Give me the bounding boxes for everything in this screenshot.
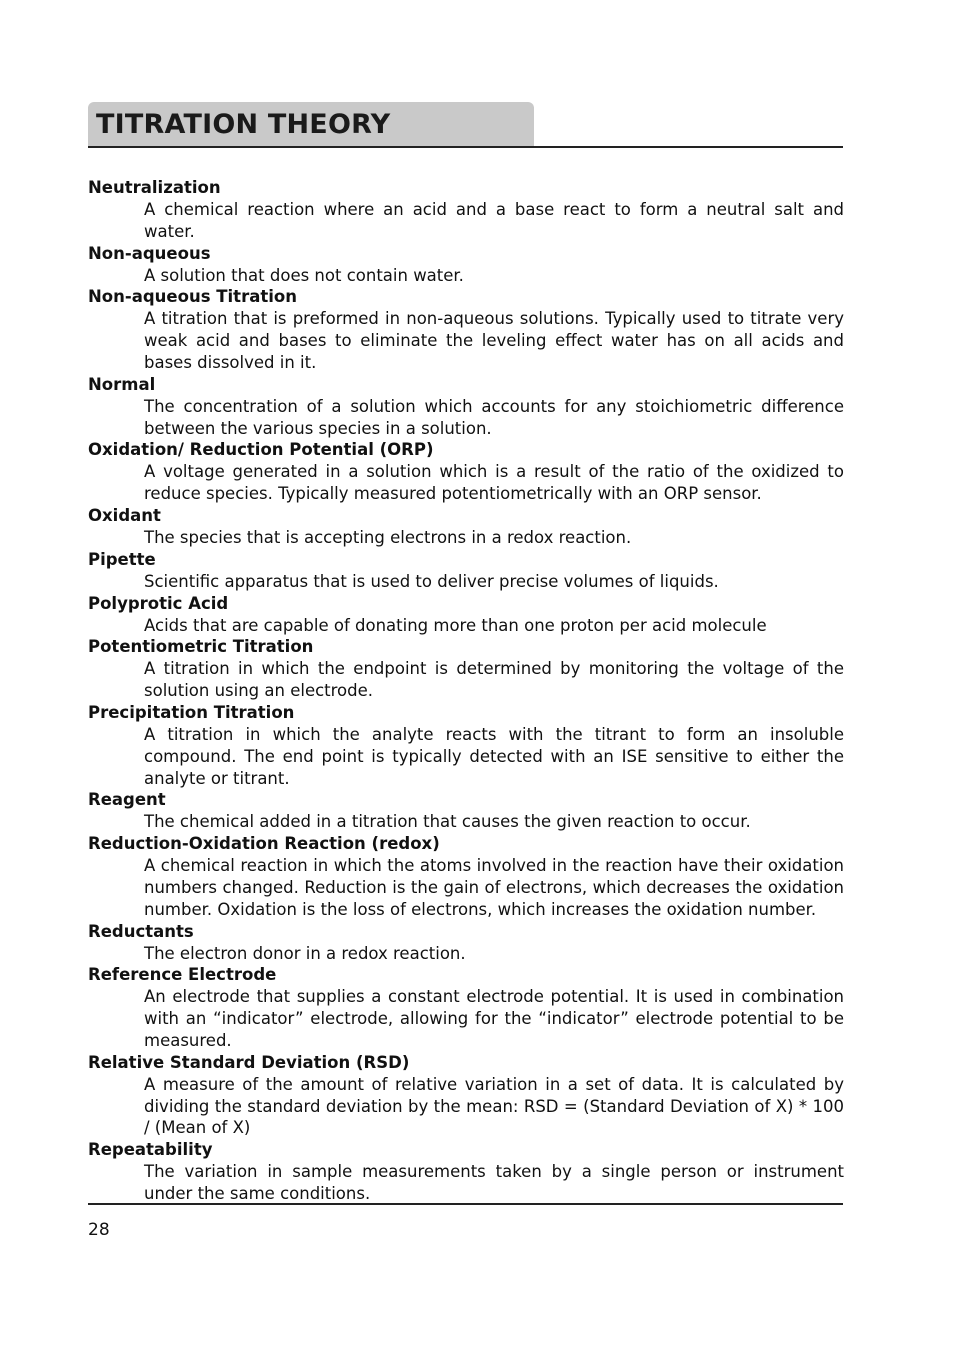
glossary-entry-repeatability [88,1139,844,1205]
glossary-entry-reductants [88,921,844,965]
glossary-term: Normal [88,374,156,394]
glossary-entry-orp [88,439,844,505]
glossary-entry-precipitation-titration [88,702,844,789]
glossary-term: Polyprotic Acid [88,593,229,613]
glossary-definition: The electron donor in a redox reaction. [144,943,466,963]
glossary-term: Neutralization [88,178,221,197]
header-divider [88,146,843,148]
page-number: 28 [88,1220,110,1240]
glossary-entry-neutralization [88,177,844,243]
glossary-term: Reduction-Oxidation Reaction (redox) [88,834,440,854]
glossary-definition: A titration in which the endpoint is determined by monitoring the voltage of the solution using an electrode. [144,659,844,701]
glossary-entry-polyprotic-acid [88,593,844,637]
glossary-definition: Scientific apparatus that is used to deliver precise volumes of liquids. [144,571,719,591]
glossary-term: Reductants [88,921,194,941]
glossary-definition: The species that is accepting electrons in a redox reaction. [144,527,632,547]
glossary-entry-pipette [88,549,844,593]
footer-divider [88,1203,843,1205]
glossary-entry-reagent [88,789,844,833]
glossary-definition: A titration that is preformed in non-aqueous solutions. Typically used to titrate very weak acid and bases to eliminate the leveling effect water has on all acids and bases dissolved in it. [144,309,844,372]
glossary-entry-normal [88,374,844,440]
glossary-entry-redox [88,833,844,920]
glossary-term: Repeatability [88,1140,213,1160]
glossary-term: Oxidant [88,505,161,525]
glossary-term: Relative Standard Deviation (RSD) [88,1052,410,1072]
page-title: TITRATION THEORY [96,109,391,140]
glossary-entry-rsd [88,1052,844,1139]
glossary-definition: Acids that are capable of donating more than one proton per acid molecule [144,615,767,635]
glossary-term: Reagent [88,790,166,810]
glossary-entry-potentiometric-titration [88,636,844,702]
glossary-definition: An electrode that supplies a constant electrode potential. It is used in combination with an “indicator” electrode, allowing for the “indicator” electrode potential to be measured. [144,987,844,1050]
glossary-term: Non-aqueous Titration [88,287,297,307]
glossary-definition: A titration in which the analyte reacts with the titrant to form an insoluble compound. The end point is typically detected with an ISE sensitive to either the analyte or titrant. [144,724,844,788]
glossary-definition: A chemical reaction in which the atoms involved in the reaction have their oxidation numbers changed. Reduction is the gain of electrons, which decreases the oxidation number. Oxidation is the loss of electrons, which increases the oxidation number. [144,856,844,919]
glossary-definition: The concentration of a solution which accounts for any stoichiometric difference between the various species in a solution. [144,396,844,438]
glossary-term: Potentiometric Titration [88,637,314,657]
glossary-list [88,177,844,1205]
glossary-term: Pipette [88,549,156,569]
glossary-entry-oxidant [88,505,844,549]
glossary-term: Precipitation Titration [88,702,295,722]
glossary-definition: The chemical added in a titration that causes the given reaction to occur. [144,812,751,832]
glossary-term: Oxidation/ Reduction Potential (ORP) [88,440,434,460]
glossary-term: Non-aqueous [88,243,211,263]
glossary-definition: A solution that does not contain water. [144,265,464,285]
glossary-definition: A voltage generated in a solution which is a result of the ratio of the oxidized to reduce species. Typically measured potentiometrically with an ORP sensor. [144,462,844,504]
glossary-entry-reference-electrode [88,964,844,1051]
glossary-definition: A measure of the amount of relative variation in a set of data. It is calculated by dividing the standard deviation by the mean: RSD = (Standard Deviation of X) * 100 / (Mean of X) [144,1074,844,1138]
glossary-entry-non-aqueous-titration [88,286,844,373]
glossary-definition: The variation in sample measurements taken by a single person or instrument under the same conditions. [144,1162,844,1203]
glossary-entry-non-aqueous [88,243,844,287]
glossary-definition: A chemical reaction where an acid and a base react to form a neutral salt and water. [144,200,844,241]
glossary-term: Reference Electrode [88,965,277,985]
